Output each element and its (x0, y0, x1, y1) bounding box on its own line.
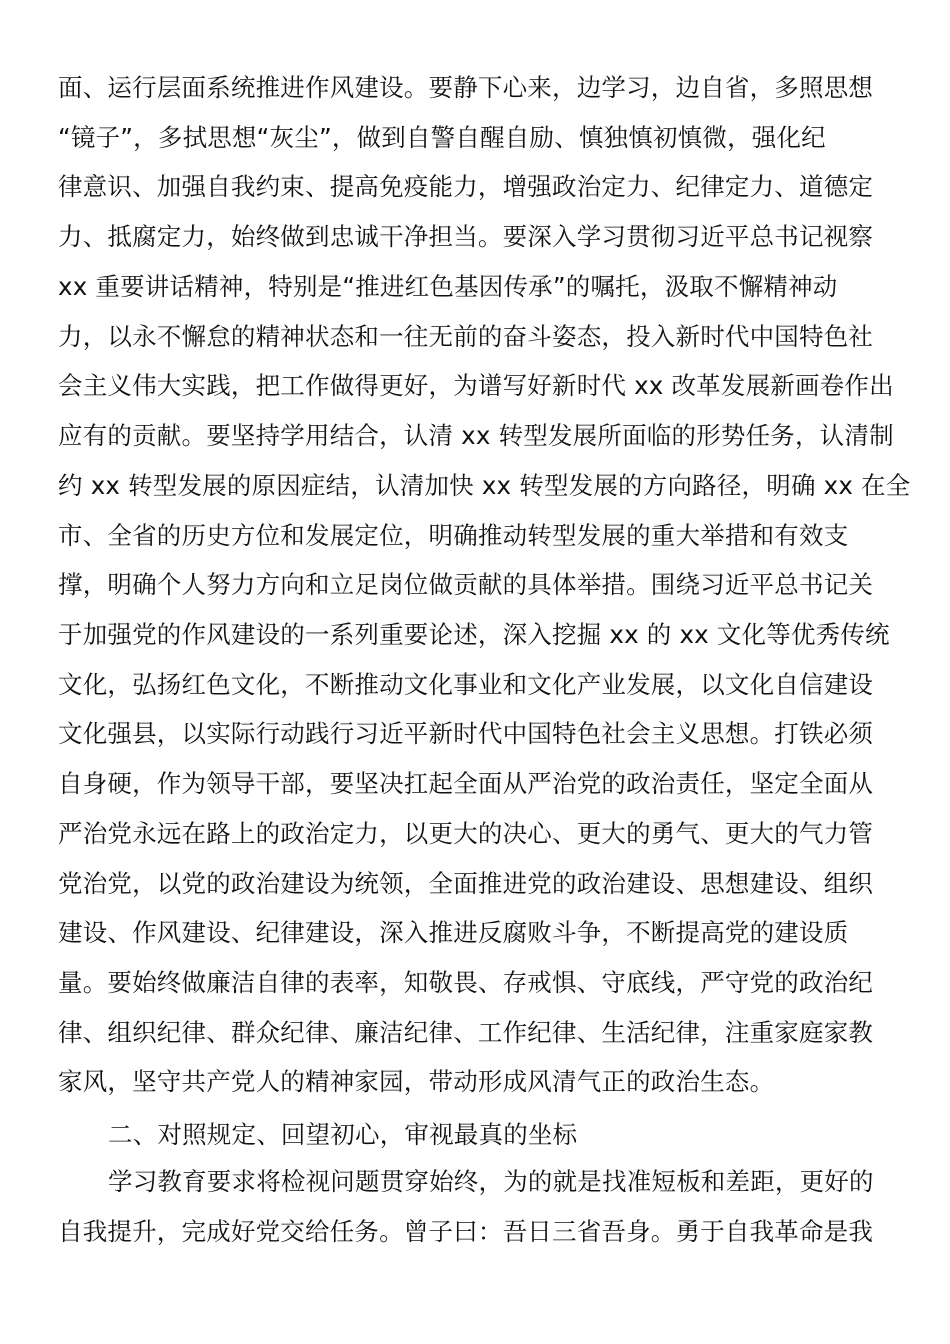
body-text-line: 约 xx 转型发展的原因症结，认清加快 xx 转型发展的方向路径，明确 xx 在全 (58, 471, 911, 500)
body-text-line: 律、组织纪律、群众纪律、廉洁纪律、工作纪律、生活纪律，注重家庭家教 (58, 1018, 874, 1047)
body-text-line: 量。要始终做廉洁自律的表率，知敬畏、存戒惧、守底线，严守党的政治纪 (58, 968, 874, 997)
body-text-line: 会主义伟大实践，把工作做得更好，为谱写好新时代 xx 改革发展新画卷作出 (58, 371, 894, 400)
body-text-line: 市、全省的历史方位和发展定位，明确推动转型发展的重大举措和有效支 (58, 521, 849, 550)
body-text-line: 自身硬，作为领导干部，要坚决扛起全面从严治党的政治责任，坚定全面从 (58, 769, 874, 798)
body-text-line: 面、运行层面系统推进作风建设。要静下心来，边学习，边自省，多照思想 (58, 73, 874, 102)
body-text-line: 家风，坚守共产党人的精神家园，带动形成风清气正的政治生态。 (58, 1067, 775, 1096)
body-text-line: 自我提升，完成好党交给任务。曾子曰：吾日三省吾身。勇于自我革命是我 (58, 1217, 874, 1246)
body-text-line: 建设、作风建设、纪律建设，深入推进反腐败斗争，不断提高党的建设质 (58, 918, 849, 947)
body-text-line: 文化，弘扬红色文化，不断推动文化事业和文化产业发展，以文化自信建设 (58, 670, 874, 699)
body-text-line: 于加强党的作风建设的一系列重要论述，深入挖掘 xx 的 xx 文化等优秀传统 (58, 620, 890, 649)
section-heading: 二、对照规定、回望初心，审视最真的坐标 (108, 1120, 578, 1149)
body-text-line: 力、抵腐定力，始终做到忠诚干净担当。要深入学习贯彻习近平总书记视察 (58, 222, 874, 251)
body-text-line: 严治党永远在路上的政治定力，以更大的决心、更大的勇气、更大的气力管 (58, 819, 874, 848)
body-text-line: 力，以永不懈怠的精神状态和一往无前的奋斗姿态，投入新时代中国特色社 (58, 322, 874, 351)
body-text-line: 文化强县，以实际行动践行习近平新时代中国特色社会主义思想。打铁必须 (58, 719, 874, 748)
body-text-line: 党治党，以党的政治建设为统领，全面推进党的政治建设、思想建设、组织 (58, 869, 874, 898)
body-text-line: 应有的贡献。要坚持学用结合，认清 xx 转型发展所面临的形势任务，认清制 (58, 421, 894, 450)
body-text-line: 学习教育要求将检视问题贯穿始终，为的就是找准短板和差距，更好的 (108, 1167, 874, 1196)
body-text-line: “镜子”，多拭思想“灰尘”，做到自警自醒自励、慎独慎初慎微，强化纪 (58, 123, 826, 152)
body-text-line: xx 重要讲话精神，特别是“推进红色基因传承”的嘱托，汲取不懈精神动 (58, 272, 838, 301)
body-text-line: 撑，明确个人努力方向和立足岗位做贡献的具体举措。围绕习近平总书记关 (58, 570, 874, 599)
body-text-line: 律意识、加强自我约束、提高免疫能力，增强政治定力、纪律定力、道德定 (58, 172, 874, 201)
